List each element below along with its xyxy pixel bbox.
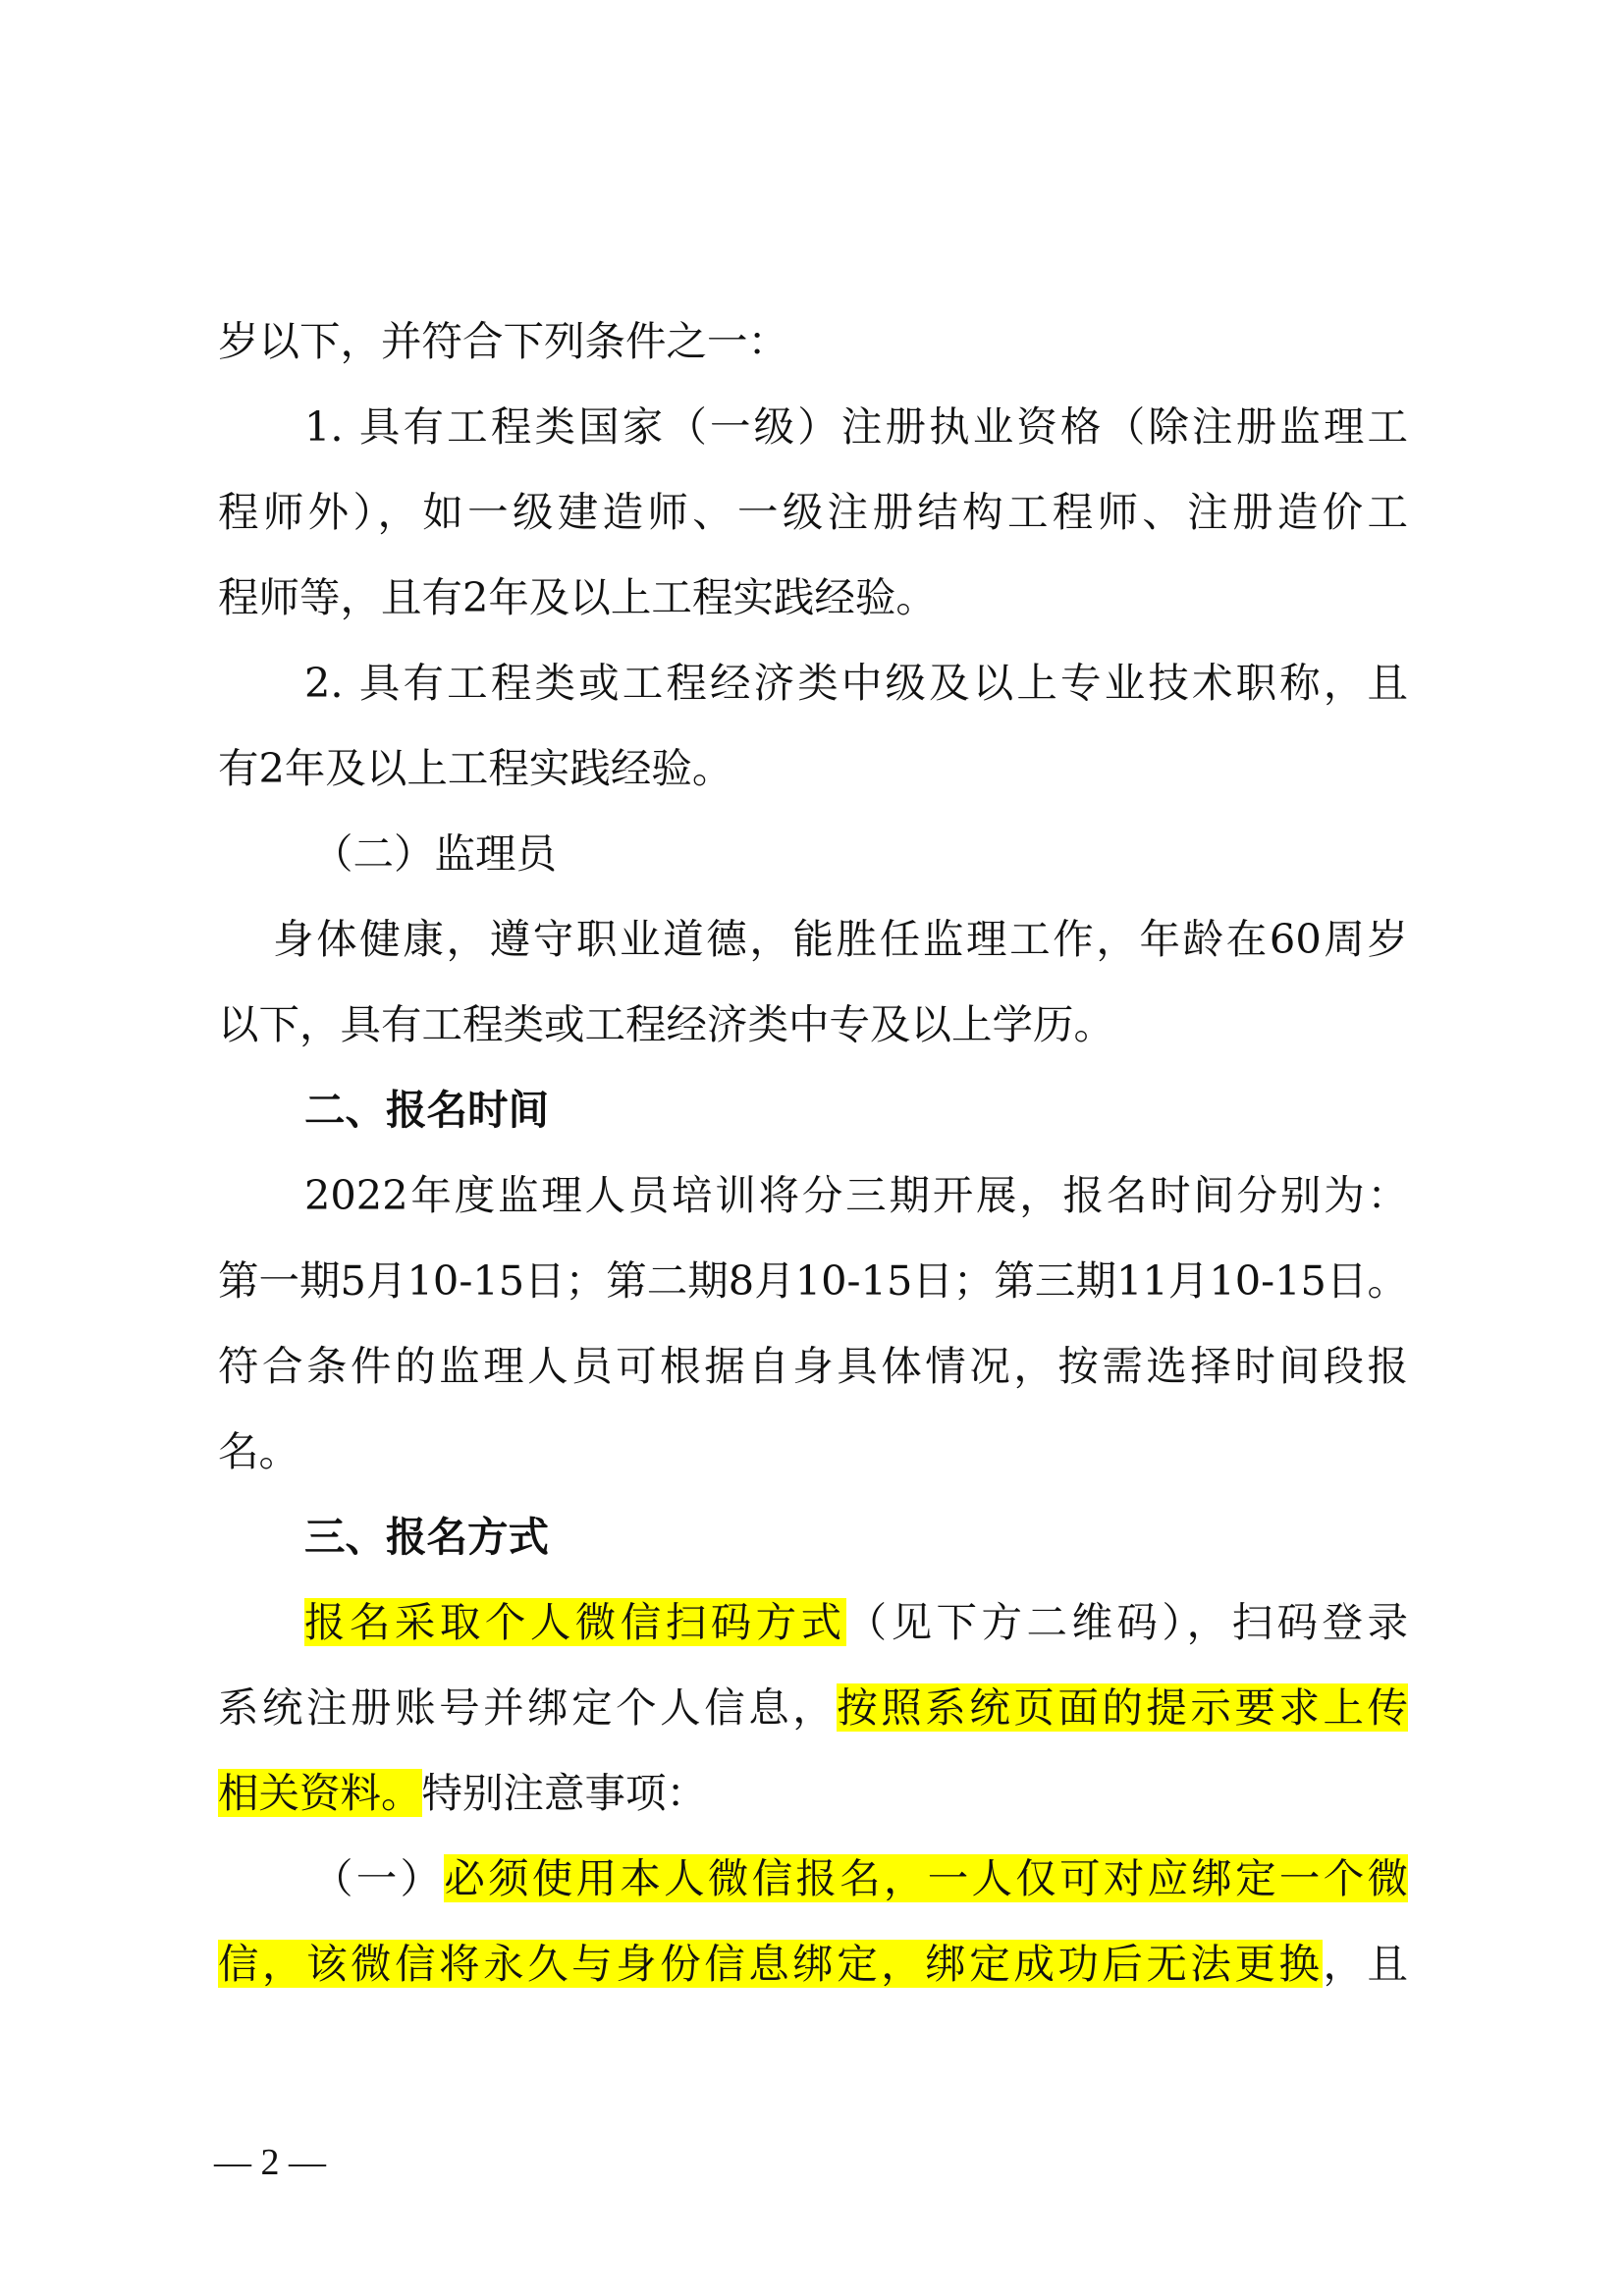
paragraph-line: 符合条件的监理人员可根据自身具体情况，按需选择时间段报 xyxy=(218,1342,1408,1390)
paragraph-line xyxy=(304,1593,1408,1652)
highlighted-text: 按照系统页面的提示要求上传 xyxy=(837,1683,1408,1732)
paragraph-line: 身体健康，遵守职业道德，能胜任监理工作，年龄在60周岁 xyxy=(273,915,1408,963)
paragraph-line: 岁以下，并符合下列条件之一： xyxy=(218,317,789,365)
paragraph-line: 程师等，且有2年及以上工程实践经验。 xyxy=(218,573,937,621)
paragraph-line xyxy=(218,1679,1408,1737)
plain-text: （一） xyxy=(312,1854,445,1902)
paragraph-line xyxy=(218,1935,1408,1994)
paragraph-line: 1. 具有工程类国家（一级）注册执业资格（除注册监理工 xyxy=(304,402,1408,451)
highlighted-text: 必须使用本人微信报名，一人仅可对应绑定一个微 xyxy=(444,1854,1408,1902)
highlighted-text: 相关资料。 xyxy=(218,1769,422,1817)
highlighted-text: 报名采取个人微信扫码方式 xyxy=(304,1598,846,1646)
paragraph-line: 以下，具有工程类或工程经济类中专及以上学历。 xyxy=(218,1000,1115,1048)
paragraph-line: 程师外），如一级建造师、一级注册结构工程师、注册造价工 xyxy=(218,488,1408,536)
page-number: — 2 — xyxy=(214,2142,326,2183)
paragraph-line xyxy=(218,1764,1408,1823)
paragraph-line xyxy=(312,1849,1408,1908)
plain-text: 特别注意事项： xyxy=(421,1769,708,1817)
section-heading: 三、报名方式 xyxy=(304,1513,550,1561)
paragraph-line: 有2年及以上工程实践经验。 xyxy=(218,744,733,792)
section-subtitle: （二）监理员 xyxy=(312,829,558,878)
paragraph-line: 第一期5月10-15日；第二期8月10-15日；第三期11月10-15日。 xyxy=(218,1256,1408,1305)
paragraph-line: 2. 具有工程类或工程经济类中级及以上专业技术职称，且 xyxy=(304,659,1408,707)
section-heading: 二、报名时间 xyxy=(304,1086,550,1134)
paragraph-line: 名。 xyxy=(218,1427,300,1475)
plain-text: 系统注册账号并绑定个人信息， xyxy=(218,1683,838,1732)
highlighted-text: 信，该微信将永久与身份信息绑定，绑定成功后无法更换 xyxy=(218,1940,1324,1988)
paragraph-line: 2022年度监理人员培训将分三期开展，报名时间分别为： xyxy=(304,1171,1408,1219)
plain-text: （见下方二维码），扫码登录 xyxy=(845,1598,1408,1646)
plain-text: ，且 xyxy=(1323,1940,1408,1988)
